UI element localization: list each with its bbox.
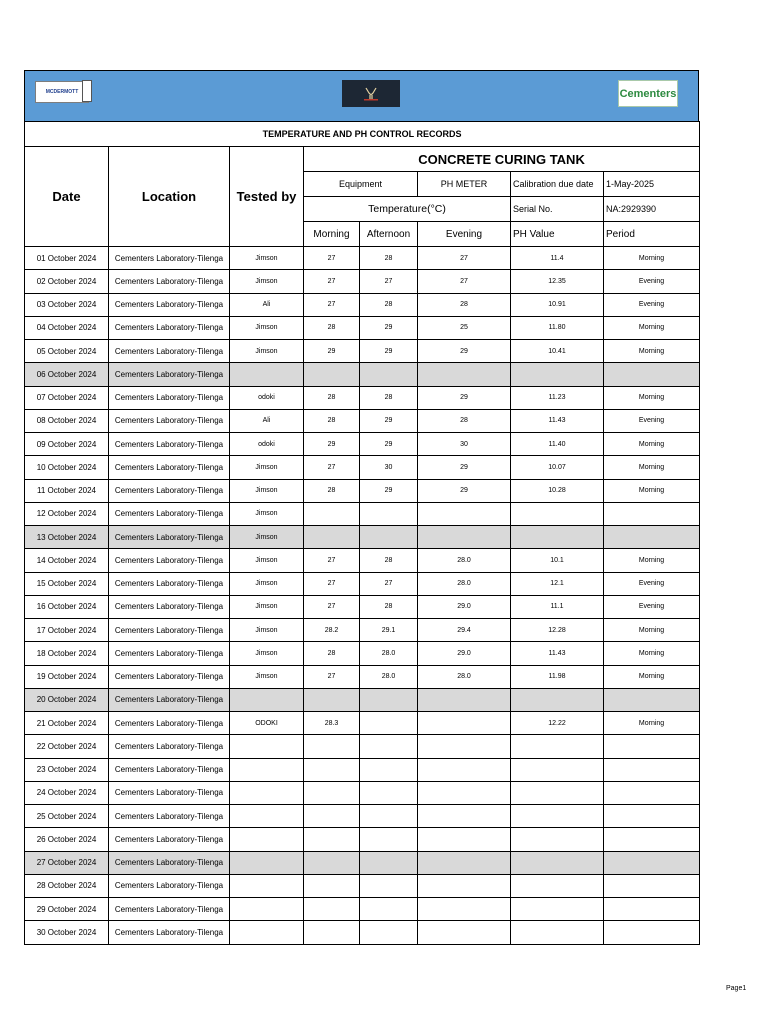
date-cell: 06 October 2024 [25, 363, 109, 386]
afternoon-temp-cell: 29 [360, 340, 418, 363]
location-cell: Cementers Laboratory-Tilenga [109, 572, 230, 595]
evening-temp-cell [418, 688, 511, 711]
afternoon-temp-cell: 29 [360, 409, 418, 432]
period-cell: Morning [604, 712, 700, 735]
table-row [25, 386, 700, 409]
cementers-logo-text: Cementers [619, 87, 677, 100]
ph-value-cell: 11.98 [511, 665, 604, 688]
morning-temp-cell: 28 [304, 316, 360, 339]
period-cell: Evening [604, 409, 700, 432]
tested-by-cell: Jimson [230, 572, 304, 595]
tested-by-cell: odoki [230, 433, 304, 456]
table-row [25, 642, 700, 665]
location-cell: Cementers Laboratory-Tilenga [109, 805, 230, 828]
period-cell [604, 735, 700, 758]
table-row [25, 456, 700, 479]
tested-by-cell [230, 805, 304, 828]
period-cell: Morning [604, 316, 700, 339]
morning-temp-cell: 27 [304, 572, 360, 595]
morning-temp-cell [304, 828, 360, 851]
date-cell: 22 October 2024 [25, 735, 109, 758]
morning-temp-cell: 27 [304, 270, 360, 293]
location-cell: Cementers Laboratory-Tilenga [109, 828, 230, 851]
location-cell: Cementers Laboratory-Tilenga [109, 851, 230, 874]
location-cell: Cementers Laboratory-Tilenga [109, 735, 230, 758]
ph-value-cell: 12.35 [511, 270, 604, 293]
location-cell: Cementers Laboratory-Tilenga [109, 874, 230, 897]
record-sheet [24, 70, 699, 945]
ph-value-cell [511, 921, 604, 944]
table-row [25, 526, 700, 549]
afternoon-temp-cell [360, 735, 418, 758]
morning-temp-cell: 28.3 [304, 712, 360, 735]
period-cell [604, 874, 700, 897]
morning-temp-cell [304, 363, 360, 386]
building-icon [82, 80, 92, 102]
morning-temp-cell: 28 [304, 479, 360, 502]
evening-temp-cell: 29.0 [418, 642, 511, 665]
ph-value-cell: 10.41 [511, 340, 604, 363]
period-cell [604, 921, 700, 944]
ph-value-cell: 11.43 [511, 409, 604, 432]
location-cell: Cementers Laboratory-Tilenga [109, 479, 230, 502]
evening-temp-cell: 28.0 [418, 572, 511, 595]
morning-header: Morning [304, 222, 360, 247]
date-cell: 07 October 2024 [25, 386, 109, 409]
afternoon-temp-cell [360, 758, 418, 781]
evening-temp-cell [418, 805, 511, 828]
ph-value-cell: 11.23 [511, 386, 604, 409]
table-row [25, 479, 700, 502]
date-cell: 05 October 2024 [25, 340, 109, 363]
ph-value-cell: 12.28 [511, 619, 604, 642]
ph-value-cell [511, 502, 604, 525]
date-cell: 30 October 2024 [25, 921, 109, 944]
location-cell: Cementers Laboratory-Tilenga [109, 688, 230, 711]
location-cell: Cementers Laboratory-Tilenga [109, 758, 230, 781]
evening-header: Evening [418, 222, 511, 247]
table-row [25, 898, 700, 921]
afternoon-temp-cell: 28 [360, 247, 418, 270]
afternoon-temp-cell: 30 [360, 456, 418, 479]
date-cell: 17 October 2024 [25, 619, 109, 642]
table-row [25, 735, 700, 758]
evening-temp-cell: 29 [418, 340, 511, 363]
location-cell: Cementers Laboratory-Tilenga [109, 781, 230, 804]
date-cell: 23 October 2024 [25, 758, 109, 781]
date-header: Date [25, 147, 109, 247]
period-header: Period [604, 222, 700, 247]
period-cell [604, 781, 700, 804]
evening-temp-cell: 30 [418, 433, 511, 456]
antelope-icon [360, 86, 382, 102]
location-cell: Cementers Laboratory-Tilenga [109, 921, 230, 944]
afternoon-temp-cell: 28 [360, 595, 418, 618]
morning-temp-cell [304, 851, 360, 874]
location-cell: Cementers Laboratory-Tilenga [109, 247, 230, 270]
ph-value-cell: 12.1 [511, 572, 604, 595]
period-cell [604, 898, 700, 921]
table-row [25, 874, 700, 897]
morning-temp-cell [304, 526, 360, 549]
evening-temp-cell: 29 [418, 456, 511, 479]
evening-temp-cell [418, 874, 511, 897]
date-cell: 13 October 2024 [25, 526, 109, 549]
tested-by-cell: Ali [230, 293, 304, 316]
location-cell: Cementers Laboratory-Tilenga [109, 270, 230, 293]
table-row [25, 549, 700, 572]
records-table [24, 121, 700, 945]
afternoon-temp-cell: 28.0 [360, 642, 418, 665]
evening-temp-cell: 28.0 [418, 665, 511, 688]
tested-by-cell: Jimson [230, 595, 304, 618]
tested-by-cell: Jimson [230, 316, 304, 339]
ph-value-cell [511, 526, 604, 549]
afternoon-temp-cell: 27 [360, 572, 418, 595]
evening-temp-cell: 29 [418, 479, 511, 502]
location-cell: Cementers Laboratory-Tilenga [109, 526, 230, 549]
afternoon-temp-cell [360, 688, 418, 711]
table-row [25, 340, 700, 363]
morning-temp-cell [304, 758, 360, 781]
period-cell: Morning [604, 619, 700, 642]
table-row [25, 293, 700, 316]
table-row [25, 316, 700, 339]
ph-value-cell [511, 688, 604, 711]
tested-by-cell [230, 921, 304, 944]
location-cell: Cementers Laboratory-Tilenga [109, 456, 230, 479]
table-row [25, 665, 700, 688]
page-title: TEMPERATURE AND PH CONTROL RECORDS [25, 122, 700, 147]
tested-by-cell: Jimson [230, 665, 304, 688]
calibration-label: Calibration due date [511, 172, 604, 197]
table-row [25, 828, 700, 851]
afternoon-temp-cell: 29 [360, 479, 418, 502]
calibration-value: 1-May-2025 [604, 172, 700, 197]
equipment-label: Equipment [304, 172, 418, 197]
period-cell: Morning [604, 247, 700, 270]
table-row [25, 247, 700, 270]
period-cell [604, 502, 700, 525]
date-cell: 25 October 2024 [25, 805, 109, 828]
evening-temp-cell: 29 [418, 386, 511, 409]
date-cell: 29 October 2024 [25, 898, 109, 921]
ph-value-cell [511, 828, 604, 851]
evening-temp-cell: 28 [418, 409, 511, 432]
tested-by-cell: Jimson [230, 502, 304, 525]
period-cell: Morning [604, 665, 700, 688]
date-cell: 12 October 2024 [25, 502, 109, 525]
period-cell: Evening [604, 595, 700, 618]
period-cell: Morning [604, 433, 700, 456]
table-row [25, 781, 700, 804]
tested-by-cell [230, 781, 304, 804]
tested-by-cell [230, 851, 304, 874]
ph-value-cell [511, 851, 604, 874]
ph-value-cell: 10.1 [511, 549, 604, 572]
tested-by-cell: Jimson [230, 642, 304, 665]
location-cell: Cementers Laboratory-Tilenga [109, 316, 230, 339]
ph-value-cell [511, 781, 604, 804]
date-cell: 01 October 2024 [25, 247, 109, 270]
evening-temp-cell: 27 [418, 247, 511, 270]
location-cell: Cementers Laboratory-Tilenga [109, 665, 230, 688]
location-cell: Cementers Laboratory-Tilenga [109, 340, 230, 363]
location-cell: Cementers Laboratory-Tilenga [109, 549, 230, 572]
morning-temp-cell [304, 502, 360, 525]
date-cell: 10 October 2024 [25, 456, 109, 479]
evening-temp-cell: 28 [418, 293, 511, 316]
morning-temp-cell: 27 [304, 247, 360, 270]
evening-temp-cell: 28.0 [418, 549, 511, 572]
ph-value-cell: 10.28 [511, 479, 604, 502]
table-row [25, 851, 700, 874]
location-cell: Cementers Laboratory-Tilenga [109, 502, 230, 525]
table-row [25, 619, 700, 642]
tested-by-header: Tested by [230, 147, 304, 247]
table-row [25, 572, 700, 595]
morning-temp-cell: 28 [304, 642, 360, 665]
mcdermott-logo-text: MCDERMOTT [45, 89, 79, 95]
table-row [25, 502, 700, 525]
table-row [25, 921, 700, 944]
afternoon-temp-cell: 28 [360, 386, 418, 409]
period-cell: Morning [604, 549, 700, 572]
afternoon-temp-cell: 29 [360, 433, 418, 456]
table-row [25, 805, 700, 828]
date-cell: 16 October 2024 [25, 595, 109, 618]
table-row [25, 433, 700, 456]
date-cell: 14 October 2024 [25, 549, 109, 572]
evening-temp-cell [418, 758, 511, 781]
period-cell: Evening [604, 572, 700, 595]
evening-temp-cell: 29.4 [418, 619, 511, 642]
table-row [25, 758, 700, 781]
tested-by-cell: Jimson [230, 619, 304, 642]
ph-value-cell [511, 874, 604, 897]
location-cell: Cementers Laboratory-Tilenga [109, 619, 230, 642]
ph-value-cell: 11.1 [511, 595, 604, 618]
evening-temp-cell [418, 502, 511, 525]
evening-temp-cell [418, 363, 511, 386]
period-cell [604, 363, 700, 386]
date-cell: 11 October 2024 [25, 479, 109, 502]
ph-value-cell [511, 805, 604, 828]
afternoon-header: Afternoon [360, 222, 418, 247]
period-cell: Morning [604, 642, 700, 665]
tested-by-cell: Jimson [230, 270, 304, 293]
evening-temp-cell [418, 526, 511, 549]
period-cell [604, 688, 700, 711]
tested-by-cell: Jimson [230, 340, 304, 363]
evening-temp-cell: 29.0 [418, 595, 511, 618]
location-cell: Cementers Laboratory-Tilenga [109, 386, 230, 409]
date-cell: 15 October 2024 [25, 572, 109, 595]
period-cell: Evening [604, 270, 700, 293]
ph-value-cell [511, 735, 604, 758]
afternoon-temp-cell [360, 712, 418, 735]
morning-temp-cell: 27 [304, 456, 360, 479]
afternoon-temp-cell [360, 526, 418, 549]
tested-by-cell [230, 735, 304, 758]
period-cell: Morning [604, 479, 700, 502]
mcdermott-logo [35, 81, 89, 103]
afternoon-temp-cell [360, 363, 418, 386]
morning-temp-cell [304, 805, 360, 828]
afternoon-temp-cell: 29 [360, 316, 418, 339]
evening-temp-cell [418, 851, 511, 874]
date-cell: 26 October 2024 [25, 828, 109, 851]
evening-temp-cell [418, 781, 511, 804]
page-number: Page1 [726, 985, 747, 992]
date-cell: 20 October 2024 [25, 688, 109, 711]
afternoon-temp-cell [360, 828, 418, 851]
period-cell [604, 851, 700, 874]
tested-by-cell [230, 828, 304, 851]
morning-temp-cell: 27 [304, 549, 360, 572]
afternoon-temp-cell [360, 851, 418, 874]
table-row [25, 409, 700, 432]
period-cell [604, 805, 700, 828]
period-cell: Morning [604, 386, 700, 409]
ph-value-cell: 10.91 [511, 293, 604, 316]
table-row [25, 595, 700, 618]
morning-temp-cell: 28 [304, 409, 360, 432]
table-row [25, 688, 700, 711]
period-cell: Morning [604, 340, 700, 363]
afternoon-temp-cell: 27 [360, 270, 418, 293]
tested-by-cell: Jimson [230, 247, 304, 270]
evening-temp-cell [418, 921, 511, 944]
morning-temp-cell [304, 898, 360, 921]
ph-value-cell [511, 758, 604, 781]
afternoon-temp-cell: 29.1 [360, 619, 418, 642]
period-cell: Morning [604, 456, 700, 479]
tested-by-cell [230, 688, 304, 711]
table-row [25, 712, 700, 735]
date-cell: 08 October 2024 [25, 409, 109, 432]
serial-label: Serial No. [511, 197, 604, 222]
cementers-logo [618, 80, 678, 107]
morning-temp-cell: 28.2 [304, 619, 360, 642]
ph-meter-label: PH METER [418, 172, 511, 197]
header-banner [24, 70, 699, 121]
serial-value: NA:2929390 [604, 197, 700, 222]
morning-temp-cell [304, 874, 360, 897]
afternoon-temp-cell [360, 874, 418, 897]
crest-logo [342, 80, 400, 107]
tested-by-cell [230, 363, 304, 386]
tested-by-cell: Ali [230, 409, 304, 432]
afternoon-temp-cell [360, 781, 418, 804]
tested-by-cell: Jimson [230, 526, 304, 549]
morning-temp-cell [304, 781, 360, 804]
ph-value-cell: 10.07 [511, 456, 604, 479]
period-cell: Evening [604, 293, 700, 316]
period-cell [604, 828, 700, 851]
period-cell [604, 758, 700, 781]
location-cell: Cementers Laboratory-Tilenga [109, 433, 230, 456]
morning-temp-cell [304, 735, 360, 758]
morning-temp-cell: 28 [304, 386, 360, 409]
date-cell: 24 October 2024 [25, 781, 109, 804]
ph-value-cell: 12.22 [511, 712, 604, 735]
afternoon-temp-cell [360, 502, 418, 525]
ph-value-cell: 11.40 [511, 433, 604, 456]
afternoon-temp-cell: 28.0 [360, 665, 418, 688]
afternoon-temp-cell: 28 [360, 293, 418, 316]
evening-temp-cell [418, 898, 511, 921]
date-cell: 28 October 2024 [25, 874, 109, 897]
location-cell: Cementers Laboratory-Tilenga [109, 363, 230, 386]
date-cell: 04 October 2024 [25, 316, 109, 339]
location-cell: Cementers Laboratory-Tilenga [109, 642, 230, 665]
morning-temp-cell: 27 [304, 595, 360, 618]
evening-temp-cell: 25 [418, 316, 511, 339]
afternoon-temp-cell [360, 805, 418, 828]
morning-temp-cell [304, 921, 360, 944]
afternoon-temp-cell [360, 898, 418, 921]
ph-value-cell: 11.80 [511, 316, 604, 339]
curing-tank-header: CONCRETE CURING TANK [304, 147, 700, 172]
date-cell: 09 October 2024 [25, 433, 109, 456]
evening-temp-cell: 27 [418, 270, 511, 293]
table-row [25, 270, 700, 293]
location-cell: Cementers Laboratory-Tilenga [109, 898, 230, 921]
afternoon-temp-cell [360, 921, 418, 944]
tested-by-cell: Jimson [230, 456, 304, 479]
tested-by-cell [230, 874, 304, 897]
ph-value-cell [511, 898, 604, 921]
temperature-header: Temperature(°C) [304, 197, 511, 222]
morning-temp-cell: 29 [304, 340, 360, 363]
tested-by-cell: Jimson [230, 479, 304, 502]
date-cell: 27 October 2024 [25, 851, 109, 874]
location-cell: Cementers Laboratory-Tilenga [109, 409, 230, 432]
ph-value-cell [511, 363, 604, 386]
date-cell: 18 October 2024 [25, 642, 109, 665]
date-cell: 19 October 2024 [25, 665, 109, 688]
location-cell: Cementers Laboratory-Tilenga [109, 712, 230, 735]
ph-value-cell: 11.4 [511, 247, 604, 270]
ph-value-header: PH Value [511, 222, 604, 247]
date-cell: 03 October 2024 [25, 293, 109, 316]
tested-by-cell [230, 758, 304, 781]
location-cell: Cementers Laboratory-Tilenga [109, 595, 230, 618]
date-cell: 02 October 2024 [25, 270, 109, 293]
morning-temp-cell: 27 [304, 665, 360, 688]
location-cell: Cementers Laboratory-Tilenga [109, 293, 230, 316]
tested-by-cell [230, 898, 304, 921]
ph-value-cell: 11.43 [511, 642, 604, 665]
evening-temp-cell [418, 712, 511, 735]
period-cell [604, 526, 700, 549]
tested-by-cell: ODOKI [230, 712, 304, 735]
morning-temp-cell [304, 688, 360, 711]
tested-by-cell: odoki [230, 386, 304, 409]
location-header: Location [109, 147, 230, 247]
date-cell: 21 October 2024 [25, 712, 109, 735]
morning-temp-cell: 27 [304, 293, 360, 316]
tested-by-cell: Jimson [230, 549, 304, 572]
table-row [25, 363, 700, 386]
evening-temp-cell [418, 735, 511, 758]
afternoon-temp-cell: 28 [360, 549, 418, 572]
evening-temp-cell [418, 828, 511, 851]
morning-temp-cell: 29 [304, 433, 360, 456]
